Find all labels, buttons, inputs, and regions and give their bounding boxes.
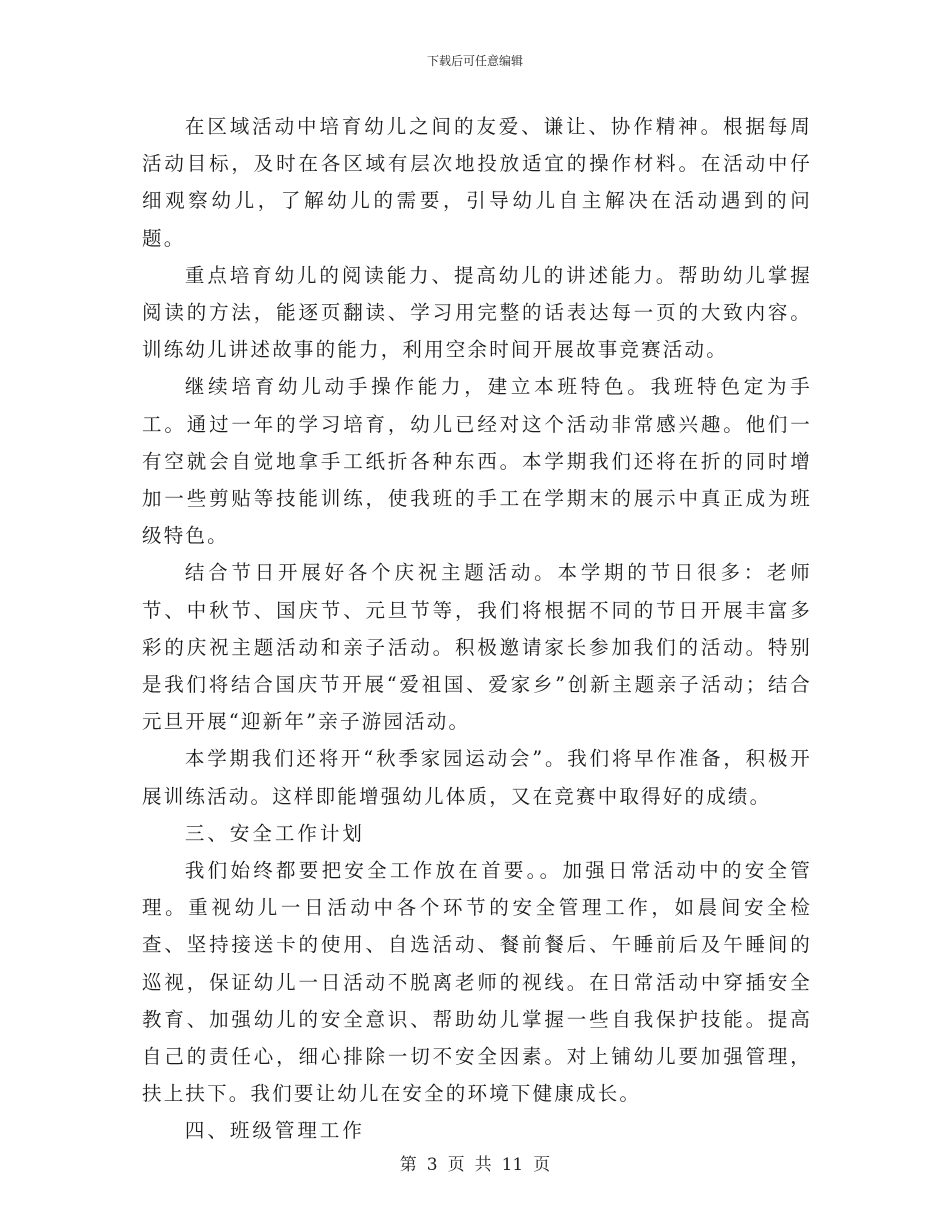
total-page-count: 11 <box>501 1155 524 1175</box>
current-page-number: 3 <box>426 1155 438 1175</box>
paragraph-reading-ability: 重点培育幼儿的阅读能力、提高幼儿的讲述能力。帮助幼儿掌握阅读的方法，能逐页翻读、学习用完整的话表达每一页的大致内容。训练幼儿讲述故事的能力，利用空余时间开展故事竞赛活动。 <box>142 263 812 362</box>
footer-suffix: 页 <box>533 1155 551 1175</box>
paragraph-area-activities: 在区域活动中培育幼儿之间的友爱、谦让、协作精神。根据每周活动目标，及时在各区域有层次地投放适宜的操作材料。在活动中仔细观察幼儿，了解幼儿的需要，引导幼儿自主解决在活动遇到的问题。 <box>142 115 812 250</box>
document-body <box>142 108 812 1150</box>
page-footer <box>0 1154 950 1176</box>
footer-prefix: 第 <box>399 1155 417 1175</box>
page-header: 下载后可任意编辑 <box>426 54 523 68</box>
paragraph-festivals: 结合节日开展好各个庆祝主题活动。本学期的节日很多：老师节、中秋节、国庆节、元旦节等，我们将根据不同的节日开展丰富多彩的庆祝主题活动和亲子活动。积极邀请家长参加我们的活动。特别是我们将结合国庆节开展“爱祖国、爱家乡”创新主题亲子活动；结合元旦开展“迎新年”亲子游园活动。 <box>142 561 812 734</box>
paragraph-sports-meet: 本学期我们还将开“秋季家园运动会”。我们将早作准备，积极开展训练活动。这样即能增强幼儿体质，又在竞赛中取得好的成绩。 <box>142 747 812 808</box>
paragraph-handcraft: 继续培育幼儿动手操作能力，建立本班特色。我班特色定为手工。通过一年的学习培育，幼儿已经对这个活动非常感兴趣。他们一有空就会自觉地拿手工纸折各种东西。本学期我们还将在折的同时增加一些剪贴等技能训练，使我班的手工在学期末的展示中真正成为班级特色。 <box>142 375 812 548</box>
footer-total-word: 共 <box>474 1155 492 1175</box>
paragraph-safety: 我们始终都要把安全工作放在首要。。加强日常活动中的安全管理。重视幼儿一日活动中各个环节的安全管理工作，如晨间安全检查、坚持接送卡的使用、自选活动、餐前餐后、午睡前后及午睡间的巡视，保证幼儿一日活动不脱离老师的视线。在日常活动中穿插安全教育、加强幼儿的安全意识、帮助幼儿掌握一些自我保护技能。提高自己的责任心，细心排除一切不安全因素。对上铺幼儿要加强管理，扶上扶下。我们要让幼儿在安全的环境下健康成长。 <box>142 859 812 1106</box>
section-heading-class-management: 四、班级管理工作 <box>184 1119 365 1143</box>
footer-page-word: 页 <box>447 1155 465 1175</box>
section-heading-safety: 三、安全工作计划 <box>184 821 365 845</box>
